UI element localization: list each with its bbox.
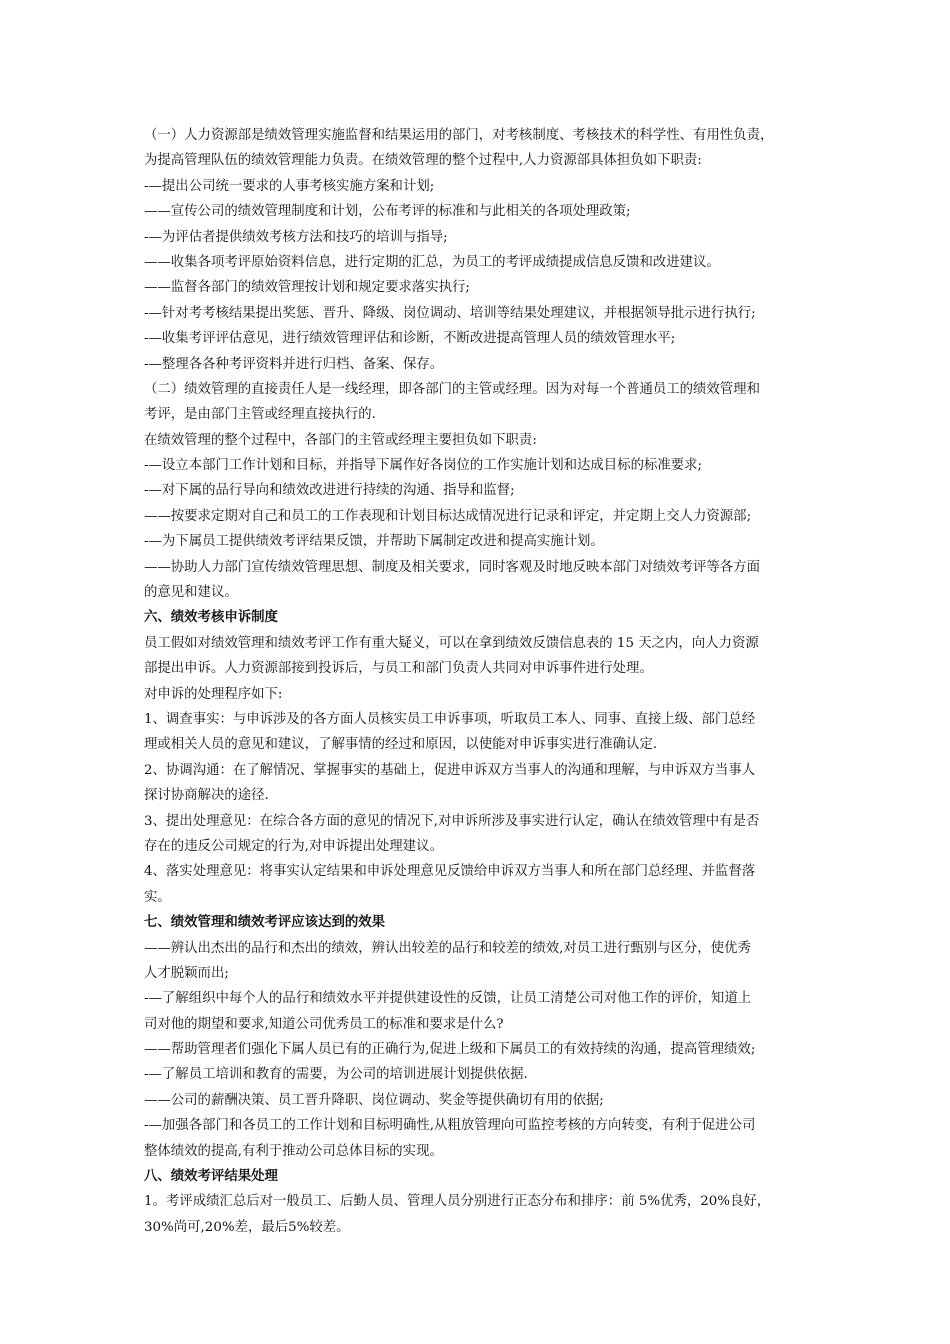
text-line: 考评，是由部门主管或经理直接执行的. bbox=[144, 407, 376, 423]
text-line: 整体绩效的提高,有利于推动公司总体目标的实现。 bbox=[144, 1143, 443, 1159]
text-line: 司对他的期望和要求,知道公司优秀员工的标准和要求是什么? bbox=[144, 1016, 504, 1032]
text-line: -—对下属的品行导向和绩效改进进行持续的沟通、指导和监督; bbox=[144, 483, 515, 499]
text-line: -—提出公司统一要求的人事考核实施方案和计划; bbox=[144, 178, 435, 194]
text-line: ——公司的薪酬决策、员工晋升降职、岗位调动、奖金等提供确切有用的依据; bbox=[144, 1092, 604, 1108]
text-line: 部提出申诉。人力资源部接到投诉后，与员工和部门负责人共同对申诉事件进行处理。 bbox=[144, 661, 653, 677]
section-heading: 六、绩效考核申诉制度 bbox=[144, 610, 278, 626]
text-line: 理或相关人员的意见和建议，了解事情的经过和原因，以使能对申诉事实进行准确认定. bbox=[144, 737, 658, 753]
text-line: 为提高管理队伍的绩效管理能力负责。在绩效管理的整个过程中,人力资源部具体担负如下职责: bbox=[144, 153, 702, 169]
section-heading: 八、绩效考评结果处理 bbox=[144, 1169, 278, 1185]
text-line: 人才脱颖而出; bbox=[144, 965, 229, 981]
text-line: ——辨认出杰出的品行和杰出的绩效，辨认出较差的品行和较差的绩效,对员工进行甄别与区分，使优秀 bbox=[144, 940, 751, 956]
text-line: ——按要求定期对自己和员工的工作表现和计划目标达成情况进行记录和评定，并定期上交人力资源部; bbox=[144, 508, 752, 524]
text-line: 的意见和建议。 bbox=[144, 585, 238, 601]
text-line: （一）人力资源部是绩效管理实施监督和结果运用的部门，对考核制度、考核技术的科学性、有用性负责， bbox=[144, 128, 774, 143]
text-line: ——收集各项考评原始资料信息，进行定期的汇总，为员工的考评成绩提成信息反馈和改进建议。 bbox=[144, 254, 720, 270]
text-line: 对申诉的处理程序如下: bbox=[144, 686, 283, 702]
text-line: 2、协调沟通：在了解情况、掌握事实的基础上，促进申诉双方当事人的沟通和理解，与申诉双方当事人 bbox=[144, 762, 756, 778]
text-line: 30%尚可,20%差，最后5%较差。 bbox=[144, 1219, 350, 1235]
text-line: -—为下属员工提供绩效考评结果反馈，并帮助下属制定改进和提高实施计划。 bbox=[144, 534, 604, 550]
text-line: 1。考评成绩汇总后对一般员工、后勤人员、管理人员分别进行正态分布和排序：前 5%优秀，20%良好， bbox=[144, 1194, 771, 1210]
text-line: -—了解员工培训和教育的需要，为公司的培训进展计划提供依据. bbox=[144, 1067, 528, 1083]
text-line: 1、调查事实：与申诉涉及的各方面人员核实员工申诉事项，听取员工本人、同事、直接上级、部门总经 bbox=[144, 711, 756, 727]
text-line: -—加强各部门和各员工的工作计划和目标明确性,从粗放管理向可监控考核的方向转变，有利于促进公司 bbox=[144, 1118, 756, 1134]
text-line: -—为评估者提供绩效考核方法和技巧的培训与指导; bbox=[144, 229, 448, 245]
text-line: ——宣传公司的绩效管理制度和计划，公布考评的标准和与此相关的各项处理政策; bbox=[144, 204, 631, 220]
text-line: ——帮助管理者们强化下属人员已有的正确行为,促进上级和下属员工的有效持续的沟通，提高管理绩效; bbox=[144, 1042, 756, 1058]
document-body bbox=[144, 123, 824, 1240]
text-line: 4、落实处理意见：将事实认定结果和申诉处理意见反馈给申诉双方当事人和所在部门总经理、并监督落 bbox=[144, 864, 756, 880]
text-line: ——协助人力部门宣传绩效管理思想、制度及相关要求，同时客观及时地反映本部门对绩效考评等各方面 bbox=[144, 559, 760, 575]
text-line: 在绩效管理的整个过程中，各部门的主管或经理主要担负如下职责: bbox=[144, 432, 537, 448]
text-line: （二）绩效管理的直接责任人是一线经理，即各部门的主管或经理。因为对每一个普通员工的绩效管理和 bbox=[144, 381, 760, 397]
text-line: ——监督各部门的绩效管理按计划和规定要求落实执行; bbox=[144, 280, 470, 296]
text-line: 存在的违反公司规定的行为,对申诉提出处理建议。 bbox=[144, 838, 443, 854]
text-line: 实。 bbox=[144, 889, 171, 905]
section-heading: 七、绩效管理和绩效考评应该达到的效果 bbox=[144, 915, 386, 931]
text-line: 员工假如对绩效管理和绩效考评工作有重大疑义，可以在拿到绩效反馈信息表的 15 天之内，向人力资源 bbox=[144, 635, 759, 651]
text-line: -—了解组织中每个人的品行和绩效水平并提供建设性的反馈，让员工清楚公司对他工作的评价，知道上 bbox=[144, 991, 752, 1007]
text-line: -—针对考考核结果提出奖惩、晋升、降级、岗位调动、培训等结果处理建议，并根据领导批示进行执行; bbox=[144, 305, 756, 321]
text-line: 3、提出处理意见：在综合各方面的意见的情况下,对申诉所涉及事实进行认定，确认在绩效管理中有是否 bbox=[144, 813, 760, 829]
text-line: -—设立本部门工作计划和目标，并指导下属作好各岗位的工作实施计划和达成目标的标准要求; bbox=[144, 458, 703, 474]
text-line: -—整理各各种考评资料并进行归档、备案、保存。 bbox=[144, 356, 444, 372]
text-line: 探讨协商解决的途径. bbox=[144, 788, 269, 804]
text-line: -—收集考评评估意见，进行绩效管理评估和诊断，不断改进提高管理人员的绩效管理水平; bbox=[144, 331, 676, 347]
